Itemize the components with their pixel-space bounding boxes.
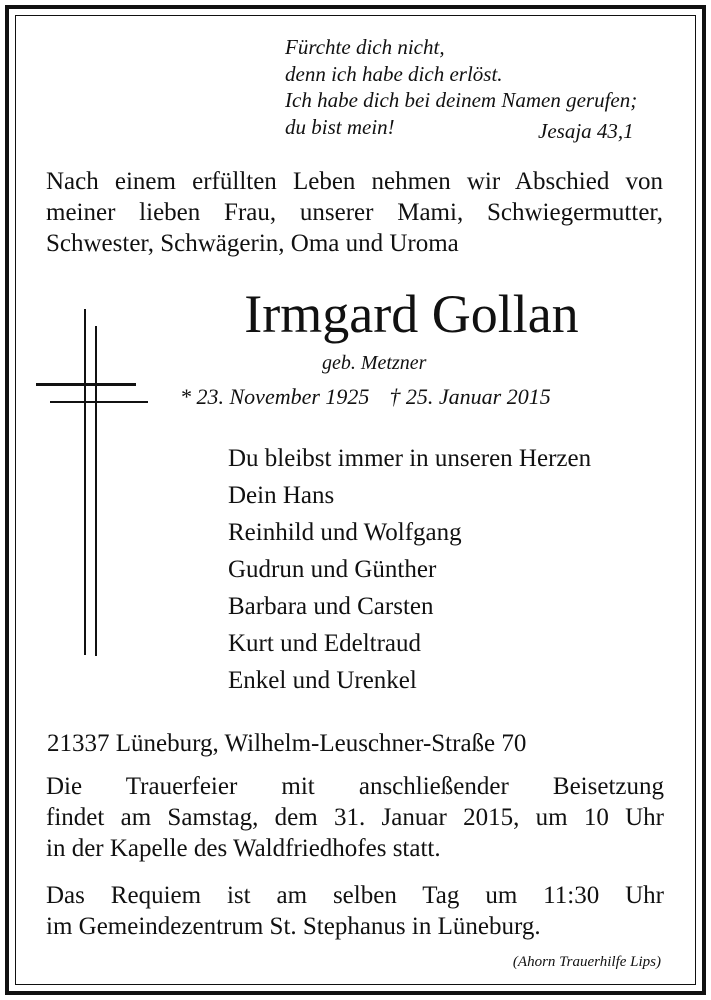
requiem-info [46,880,664,942]
cross-icon-vertical-bar [95,326,97,656]
address: 21337 Lüneburg, Wilhelm-Leuschner-Straße 70 [47,730,527,757]
intro-line: meiner lieben Frau, unserer Mami, Schwiegermutter, [46,199,663,226]
verse-line: Ich habe dich bei deinem Namen gerufen; [285,88,638,112]
cross-icon-horizontal-bar [36,383,136,386]
requiem-line: im Gemeindezentrum St. Stephanus in Lüneburg. [46,913,541,940]
verse-line: denn ich habe dich erlöst. [285,61,503,86]
mourner-line: Gudrun und Günther [228,556,437,583]
death-date: † 25. Januar 2015 [389,384,551,409]
cross-icon-vertical-bar [84,309,86,655]
mourner-line: Dein Hans [228,482,335,509]
funeral-line: Die Trauerfeier mit anschließender Beisetzung [46,773,664,800]
cross-icon-horizontal-bar [50,401,148,403]
birth-date: * 23. November 1925 [180,384,370,409]
maiden-name: geb. Metzner [322,352,427,374]
funeral-line: findet am Samstag, dem 31. Januar 2015, um 10 Uhr [46,804,664,831]
intro-text [46,166,663,259]
funeral-home-credit: (Ahorn Trauerhilfe Lips) [512,954,661,970]
mourners-list [228,440,591,699]
requiem-line: Das Requiem ist am selben Tag um 11:30 Uhr [46,882,664,909]
verse-line: du bist mein! [285,114,395,139]
funeral-info [46,771,664,864]
mourner-line: Reinhild und Wolfgang [228,519,462,546]
verse-line: Fürchte dich nicht, [285,35,445,59]
mourner-line: Enkel und Urenkel [228,667,417,694]
mourner-line: Barbara und Carsten [228,593,434,620]
life-dates [180,384,551,410]
mourner-line: Du bleibst immer in unseren Herzen [228,445,592,472]
verse-reference: Jesaja 43,1 [538,119,634,143]
deceased-name: Irmgard Gollan [244,284,579,344]
mourner-line: Kurt und Edeltraud [228,630,422,657]
intro-line: Schwester, Schwägerin, Oma und Uroma [46,230,459,257]
intro-line: Nach einem erfüllten Leben nehmen wir Abschied von [46,168,663,195]
funeral-line: in der Kapelle des Waldfriedhofes statt. [46,835,441,862]
